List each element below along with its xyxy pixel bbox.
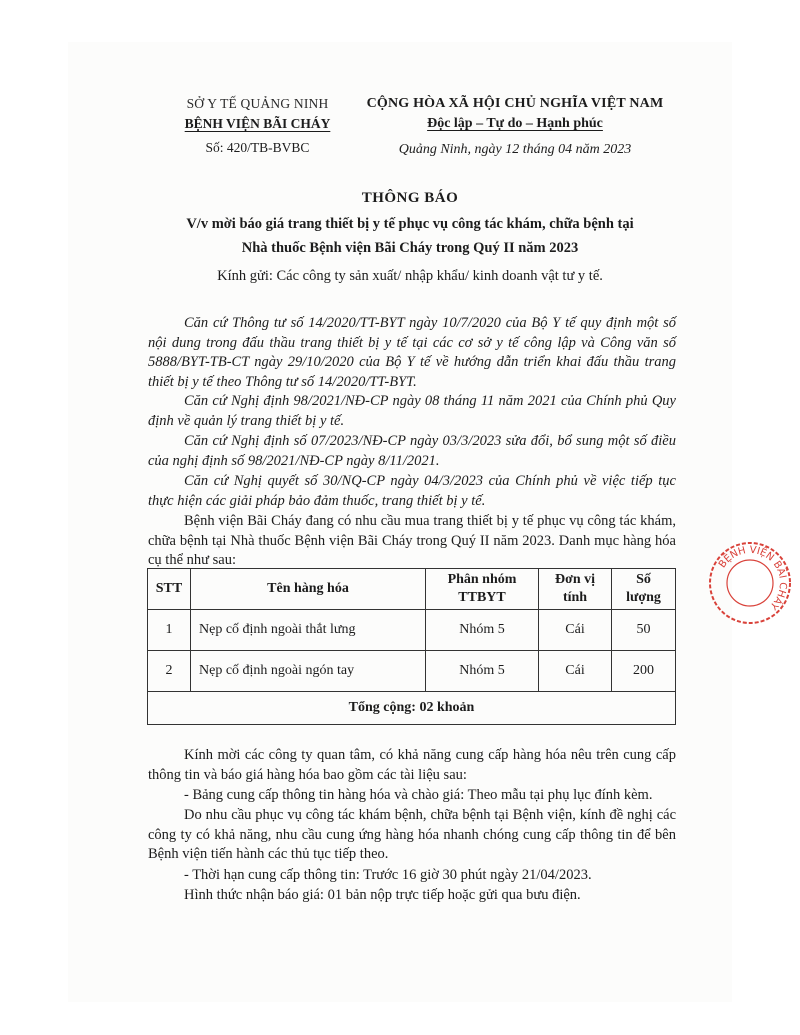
row-unit: Cái xyxy=(539,651,612,692)
col-device-group: Phân nhóm TTBYT xyxy=(426,569,539,610)
national-header xyxy=(360,94,670,160)
row-item-name: Nẹp cố định ngoài ngón tay xyxy=(191,651,426,692)
recipient-greeting: Kính gửi: Các công ty sản xuất/ nhập khẩu/ kinh doanh vật tư y tế. xyxy=(217,268,603,284)
col-quantity: Số lượng xyxy=(612,569,676,610)
row-item-name: Nẹp cố định ngoài thắt lưng xyxy=(191,610,426,651)
hospital-name: BỆNH VIỆN BÃI CHÁY xyxy=(184,116,331,131)
national-motto: Độc lập – Tự do – Hạnh phúc xyxy=(427,116,603,131)
row-unit: Cái xyxy=(539,610,612,651)
intro-paragraph: Bệnh viện Bãi Cháy đang có nhu cầu mua trang thiết bị y tế phục vụ công tác khám, chữa bệnh tại Nhà thuốc Bệnh viện Bãi Cháy trong Quý II năm 2023. Danh mục hàng hóa cụ thể như sau: xyxy=(148,513,676,568)
country-name: CỘNG HÒA XÃ HỘI CHỦ NGHĨA VIỆT NAM xyxy=(366,96,664,111)
legal-basis-3: Căn cứ Nghị định số 07/2023/NĐ-CP ngày 03/3/2023 sửa đổi, bổ sung một số điều của nghị định số 98/2021/NĐ-CP ngày 8/11/2021. xyxy=(148,433,676,469)
parent-org: SỞ Y TẾ QUẢNG NINH xyxy=(186,96,329,111)
row-device-group: Nhóm 5 xyxy=(426,651,539,692)
table-row xyxy=(148,610,676,651)
row-device-group: Nhóm 5 xyxy=(426,610,539,651)
document-number: Số: 420/TB-BVBC xyxy=(205,140,310,155)
col-stt: STT xyxy=(148,569,191,610)
table-total-row xyxy=(148,692,676,725)
row-stt: 1 xyxy=(148,610,191,651)
row-quantity: 200 xyxy=(612,651,676,692)
deadline-line: - Thời hạn cung cấp thông tin: Trước 16 giờ 30 phút ngày 21/04/2023. xyxy=(184,867,592,883)
row-quantity: 50 xyxy=(612,610,676,651)
document-title: THÔNG BÁO xyxy=(361,190,459,206)
goods-table xyxy=(147,568,676,725)
table-header-row xyxy=(148,569,676,610)
col-unit: Đơn vị tính xyxy=(539,569,612,610)
invitation-paragraph: Kính mời các công ty quan tâm, có khả năng cung cấp hàng hóa nêu trên cung cấp thông tin và báo giá hàng hóa bao gồm các tài liệu sau: xyxy=(148,747,676,783)
row-stt: 2 xyxy=(148,651,191,692)
svg-text:BỆNH VIỆN BÃI CHÁY: BỆNH VIỆN BÃI CHÁY xyxy=(717,544,789,612)
official-seal xyxy=(705,538,795,628)
legal-basis-1: Căn cứ Thông tư số 14/2020/TT-BYT ngày 10/7/2020 của Bộ Y tế quy định một số nội dung trong đấu thầu trang thiết bị y tế tại các cơ sở y tế công lập và Công văn số 5888/BYT-TB-CT ngày 29/10/2020 của Bộ Y tế về hướng dẫn triển khai đấu thầu trang thiết bị y tế theo Thông tư số 14/2020/TT-BYT. xyxy=(148,315,676,390)
document-subject xyxy=(120,212,700,260)
table-total: Tổng cộng: 02 khoản xyxy=(148,692,676,725)
table-row xyxy=(148,651,676,692)
issuer-block xyxy=(150,94,365,158)
legal-basis-4: Căn cứ Nghị quyết số 30/NQ-CP ngày 04/3/2023 của Chính phủ về việc tiếp tục thực hiện các giải pháp bảo đảm thuốc, trang thiết bị y tế. xyxy=(148,473,676,509)
legal-basis-2: Căn cứ Nghị định 98/2021/NĐ-CP ngày 08 tháng 11 năm 2021 của Chính phủ Quy định về quản lý trang thiết bị y tế. xyxy=(148,393,676,429)
place-date: Quảng Ninh, ngày 12 tháng 04 năm 2023 xyxy=(398,142,632,157)
submission-method: Hình thức nhận báo giá: 01 bản nộp trực tiếp hoặc gửi qua bưu điện. xyxy=(184,887,581,903)
subject-line-1: V/v mời báo giá trang thiết bị y tế phục vụ công tác khám, chữa bệnh tại xyxy=(186,216,634,232)
document-requirement: - Bảng cung cấp thông tin hàng hóa và chào giá: Theo mẫu tại phụ lục đính kèm. xyxy=(184,787,653,803)
subject-line-2: Nhà thuốc Bệnh viện Bãi Cháy trong Quý II năm 2023 xyxy=(241,240,579,256)
request-paragraph: Do nhu cầu phục vụ công tác khám bệnh, chữa bệnh tại Bệnh viện, kính đề nghị các công ty có khả năng, nhu cầu cung ứng hàng hóa nhanh chóng cung cấp thông tin để bên Bệnh viện tiến hành các thủ tục tiếp theo. xyxy=(148,807,676,862)
col-item-name: Tên hàng hóa xyxy=(191,569,426,610)
